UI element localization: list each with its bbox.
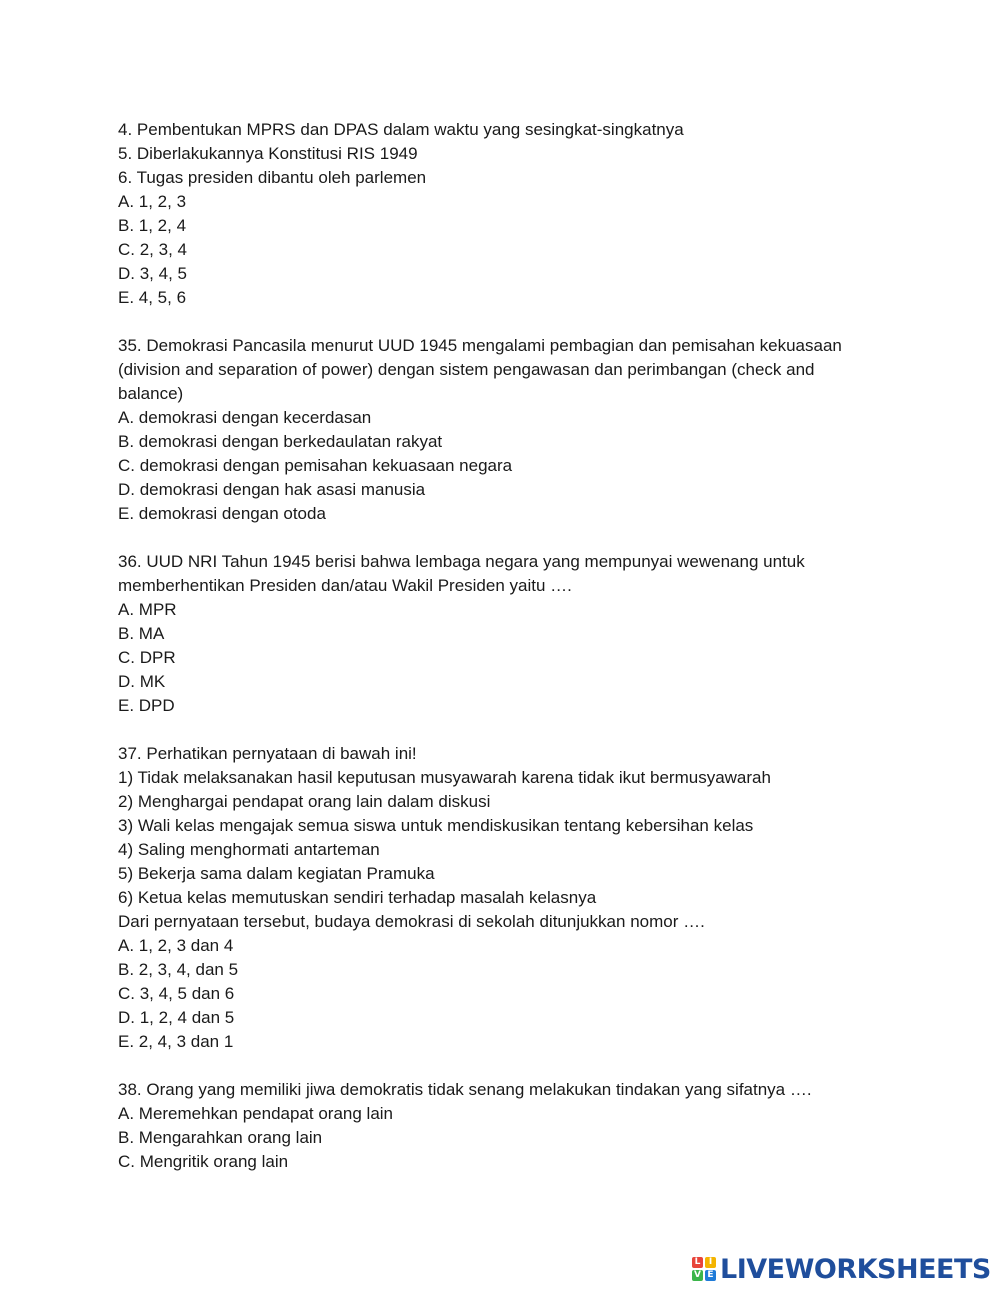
question-text: memberhentikan Presiden dan/atau Wakil Presiden yaitu …. xyxy=(118,576,572,595)
option-c: C. 2, 3, 4 xyxy=(118,240,187,259)
question-text: 35. Demokrasi Pancasila menurut UUD 1945 mengalami pembagian dan pemisahan kekuasaan xyxy=(118,336,842,355)
spacer xyxy=(118,310,918,334)
statement-item: 4. Pembentukan MPRS dan DPAS dalam waktu yang sesingkat-singkatnya xyxy=(118,120,684,139)
question-36-block xyxy=(118,550,918,718)
statement-item: 2) Menghargai pendapat orang lain dalam diskusi xyxy=(118,792,491,811)
option-a: A. demokrasi dengan kecerdasan xyxy=(118,408,372,427)
option-d: D. demokrasi dengan hak asasi manusia xyxy=(118,480,426,499)
option-a: A. 1, 2, 3 xyxy=(118,192,187,211)
option-b: B. MA xyxy=(118,624,165,643)
logo-tile-v: V xyxy=(692,1270,703,1281)
question-37-block xyxy=(118,742,918,1054)
statement-item: 3) Wali kelas mengajak semua siswa untuk mendiskusikan tentang kebersihan kelas xyxy=(118,816,754,835)
option-a: A. MPR xyxy=(118,600,177,619)
option-d: D. 1, 2, 4 dan 5 xyxy=(118,1008,235,1027)
question-text: (division and separation of power) dengan sistem pengawasan dan perimbangan (check and xyxy=(118,360,815,379)
liveworksheets-logo[interactable] xyxy=(692,1252,991,1286)
option-d: D. MK xyxy=(118,672,166,691)
logo-text: LIVEWORKSHEETS xyxy=(720,1253,991,1285)
statement-item: 4) Saling menghormati antarteman xyxy=(118,840,380,859)
logo-tile-e: E xyxy=(705,1270,716,1281)
question-38-block xyxy=(118,1078,918,1174)
spacer xyxy=(118,526,918,550)
option-e: E. 4, 5, 6 xyxy=(118,288,187,307)
option-a: A. 1, 2, 3 dan 4 xyxy=(118,936,234,955)
question-text: Dari pernyataan tersebut, budaya demokrasi di sekolah ditunjukkan nomor …. xyxy=(118,912,705,931)
question-text: balance) xyxy=(118,384,184,403)
option-e: E. demokrasi dengan otoda xyxy=(118,504,326,523)
option-e: E. 2, 4, 3 dan 1 xyxy=(118,1032,234,1051)
statement-item: 6) Ketua kelas memutuskan sendiri terhadap masalah kelasnya xyxy=(118,888,597,907)
statement-item: 5. Diberlakukannya Konstitusi RIS 1949 xyxy=(118,144,418,163)
logo-tile-l: L xyxy=(692,1257,703,1268)
liveworksheets-logo-icon xyxy=(692,1257,716,1281)
option-b: B. 2, 3, 4, dan 5 xyxy=(118,960,239,979)
option-c: C. demokrasi dengan pemisahan kekuasaan negara xyxy=(118,456,513,475)
option-e: E. DPD xyxy=(118,696,175,715)
question-35-block xyxy=(118,334,918,526)
spacer xyxy=(118,1054,918,1078)
option-b: B. 1, 2, 4 xyxy=(118,216,187,235)
statement-item: 1) Tidak melaksanakan hasil keputusan musyawarah karena tidak ikut bermusyawarah xyxy=(118,768,771,787)
option-b: B. Mengarahkan orang lain xyxy=(118,1128,323,1147)
question-34-block xyxy=(118,118,918,310)
option-c: C. DPR xyxy=(118,648,176,667)
option-c: C. Mengritik orang lain xyxy=(118,1152,289,1171)
statement-item: 6. Tugas presiden dibantu oleh parlemen xyxy=(118,168,427,187)
statement-item: 5) Bekerja sama dalam kegiatan Pramuka xyxy=(118,864,435,883)
option-d: D. 3, 4, 5 xyxy=(118,264,187,283)
question-text: 38. Orang yang memiliki jiwa demokratis tidak senang melakukan tindakan yang sifatnya …. xyxy=(118,1080,812,1099)
spacer xyxy=(118,718,918,742)
question-text: 36. UUD NRI Tahun 1945 berisi bahwa lembaga negara yang mempunyai wewenang untuk xyxy=(118,552,805,571)
question-text: 37. Perhatikan pernyataan di bawah ini! xyxy=(118,744,417,763)
option-b: B. demokrasi dengan berkedaulatan rakyat xyxy=(118,432,443,451)
worksheet-page xyxy=(118,118,918,1174)
option-c: C. 3, 4, 5 dan 6 xyxy=(118,984,235,1003)
option-a: A. Meremehkan pendapat orang lain xyxy=(118,1104,394,1123)
logo-tile-i: I xyxy=(705,1257,716,1268)
